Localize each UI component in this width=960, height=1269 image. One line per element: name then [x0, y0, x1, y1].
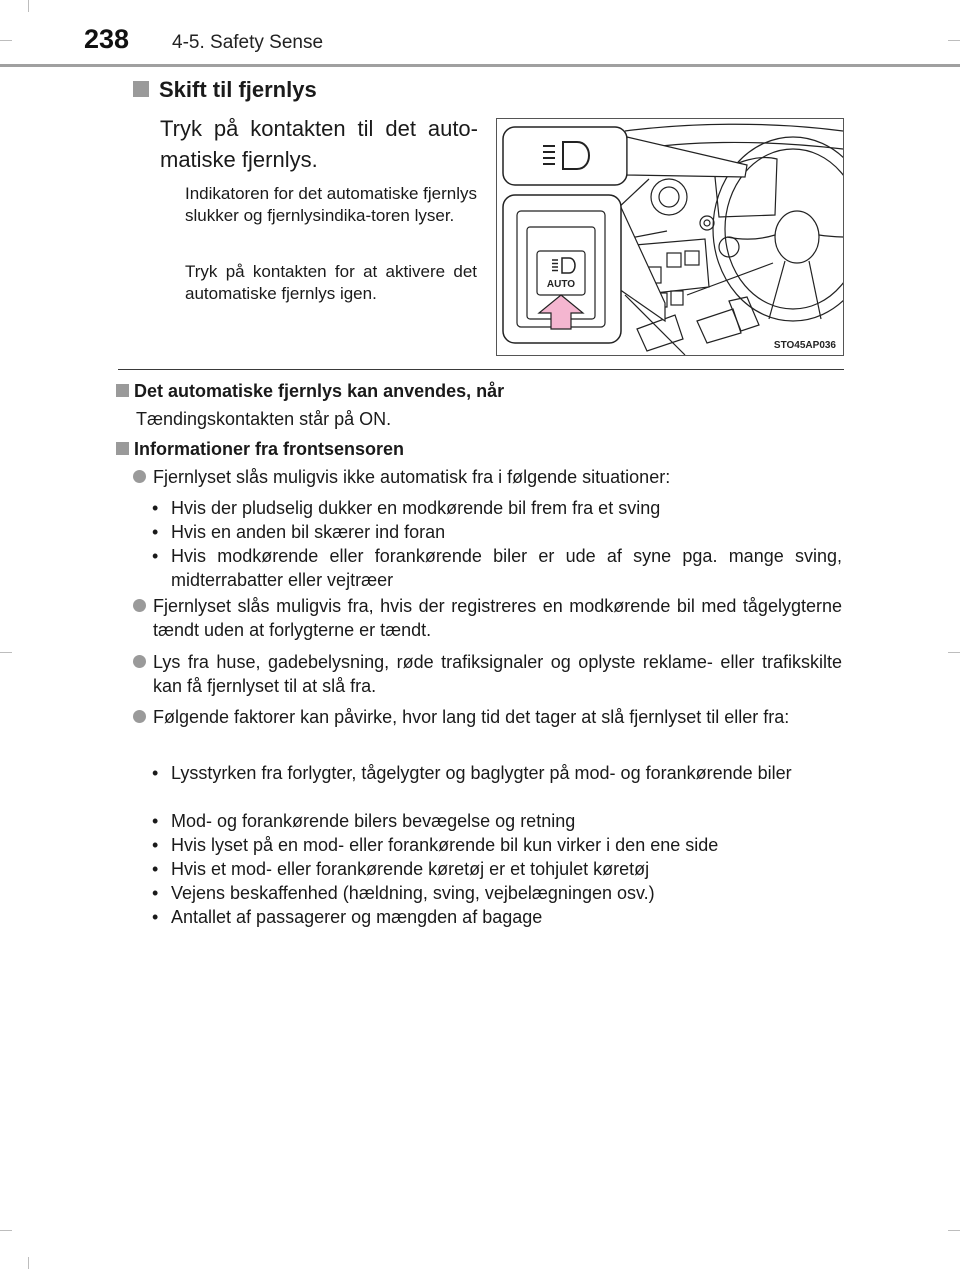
- circle-bullet-icon: [133, 470, 146, 483]
- crop-mark: [28, 1257, 29, 1269]
- subsection-heading-1: [116, 381, 504, 402]
- header-rule: [0, 64, 960, 67]
- crop-mark: [0, 40, 12, 41]
- section-divider: [118, 369, 844, 370]
- bullet-2: [136, 594, 842, 642]
- crop-mark: [948, 40, 960, 41]
- bullet-4: [136, 705, 842, 729]
- list-item: • Vejens beskaffenhed (hældning, sving, vejbelægningen osv.): [152, 883, 655, 903]
- crop-mark: [0, 652, 12, 653]
- square-bullet-icon: [116, 384, 129, 397]
- note-2: Tryk på kontakten for at aktivere det automatiske fjernlys igen.: [185, 262, 477, 303]
- auto-label: AUTO: [546, 279, 576, 290]
- subsection-heading-1-text: Det automatiske fjernlys kan anvendes, når: [134, 381, 505, 401]
- crop-mark: [28, 0, 29, 12]
- subsection-1-text: Tændingskontakten står på ON.: [136, 409, 392, 429]
- crop-mark: [948, 1230, 960, 1231]
- main-heading-text: Skift til fjernlys: [159, 77, 317, 102]
- bullet-2-text: Fjernlyset slås muligvis fra, hvis der registreres en modkørende bil med tågelygterne tændt uden at forlygterne er tændt.: [153, 596, 842, 640]
- square-bullet-icon: [133, 81, 149, 97]
- list-item: • Hvis lyset på en mod- eller forankørende bil kun virker i den ene side: [152, 835, 719, 855]
- square-bullet-icon: [116, 442, 129, 455]
- list-item: • Hvis et mod- eller forankørende køretøj er et tohjulet køretøj: [152, 859, 650, 879]
- intro-text: Tryk på kontakten til det auto-matiske fjernlys.: [160, 116, 478, 172]
- subsection-heading-2: [116, 439, 404, 460]
- list-item: • Hvis en anden bil skærer ind foran: [152, 522, 446, 542]
- bullet-1: [136, 465, 842, 489]
- list-item: • Hvis der pludselig dukker en modkørende bil frem fra et sving: [152, 498, 661, 518]
- crop-mark: [0, 1230, 12, 1231]
- circle-bullet-icon: [133, 710, 146, 723]
- subsection-heading-2-text: Informationer fra frontsensoren: [134, 439, 405, 459]
- bullet-3: [136, 650, 842, 698]
- bullet-1-text: Fjernlyset slås muligvis ikke automatisk fra i følgende situationer:: [153, 467, 671, 487]
- list-item: • Antallet af passagerer og mængden af bagage: [152, 907, 543, 927]
- main-heading: [133, 77, 317, 103]
- section-title: 4-5. Safety Sense: [172, 32, 324, 53]
- crop-mark: [948, 652, 960, 653]
- circle-bullet-icon: [133, 599, 146, 612]
- note-1: Indikatoren for det automatiske fjernlys slukker og fjernlysindika-toren lyser.: [185, 184, 477, 225]
- list-item: • Mod- og forankørende bilers bevægelse og retning: [152, 811, 576, 831]
- page-number: 238: [84, 24, 130, 54]
- dashboard-drawing: [497, 119, 843, 355]
- bullet-4-text: Følgende faktorer kan påvirke, hvor lang tid det tager at slå fjernlyset til eller fra:: [153, 707, 790, 727]
- list-item: • Hvis modkørende eller forankørende biler er ude af syne pga. mange sving, midterrabatter eller vejtræer: [152, 546, 842, 590]
- figure-code: STO45AP036: [773, 340, 836, 351]
- dashboard-illustration: [496, 118, 844, 356]
- list-item: • Lysstyrken fra forlygter, tågelygter og baglygter på mod- og forankørende biler: [152, 763, 792, 783]
- bullet-3-text: Lys fra huse, gadebelysning, røde trafiksignaler og oplyste reklame- eller trafikskilte kan få fjernlyset til at slå fra.: [153, 652, 842, 696]
- circle-bullet-icon: [133, 655, 146, 668]
